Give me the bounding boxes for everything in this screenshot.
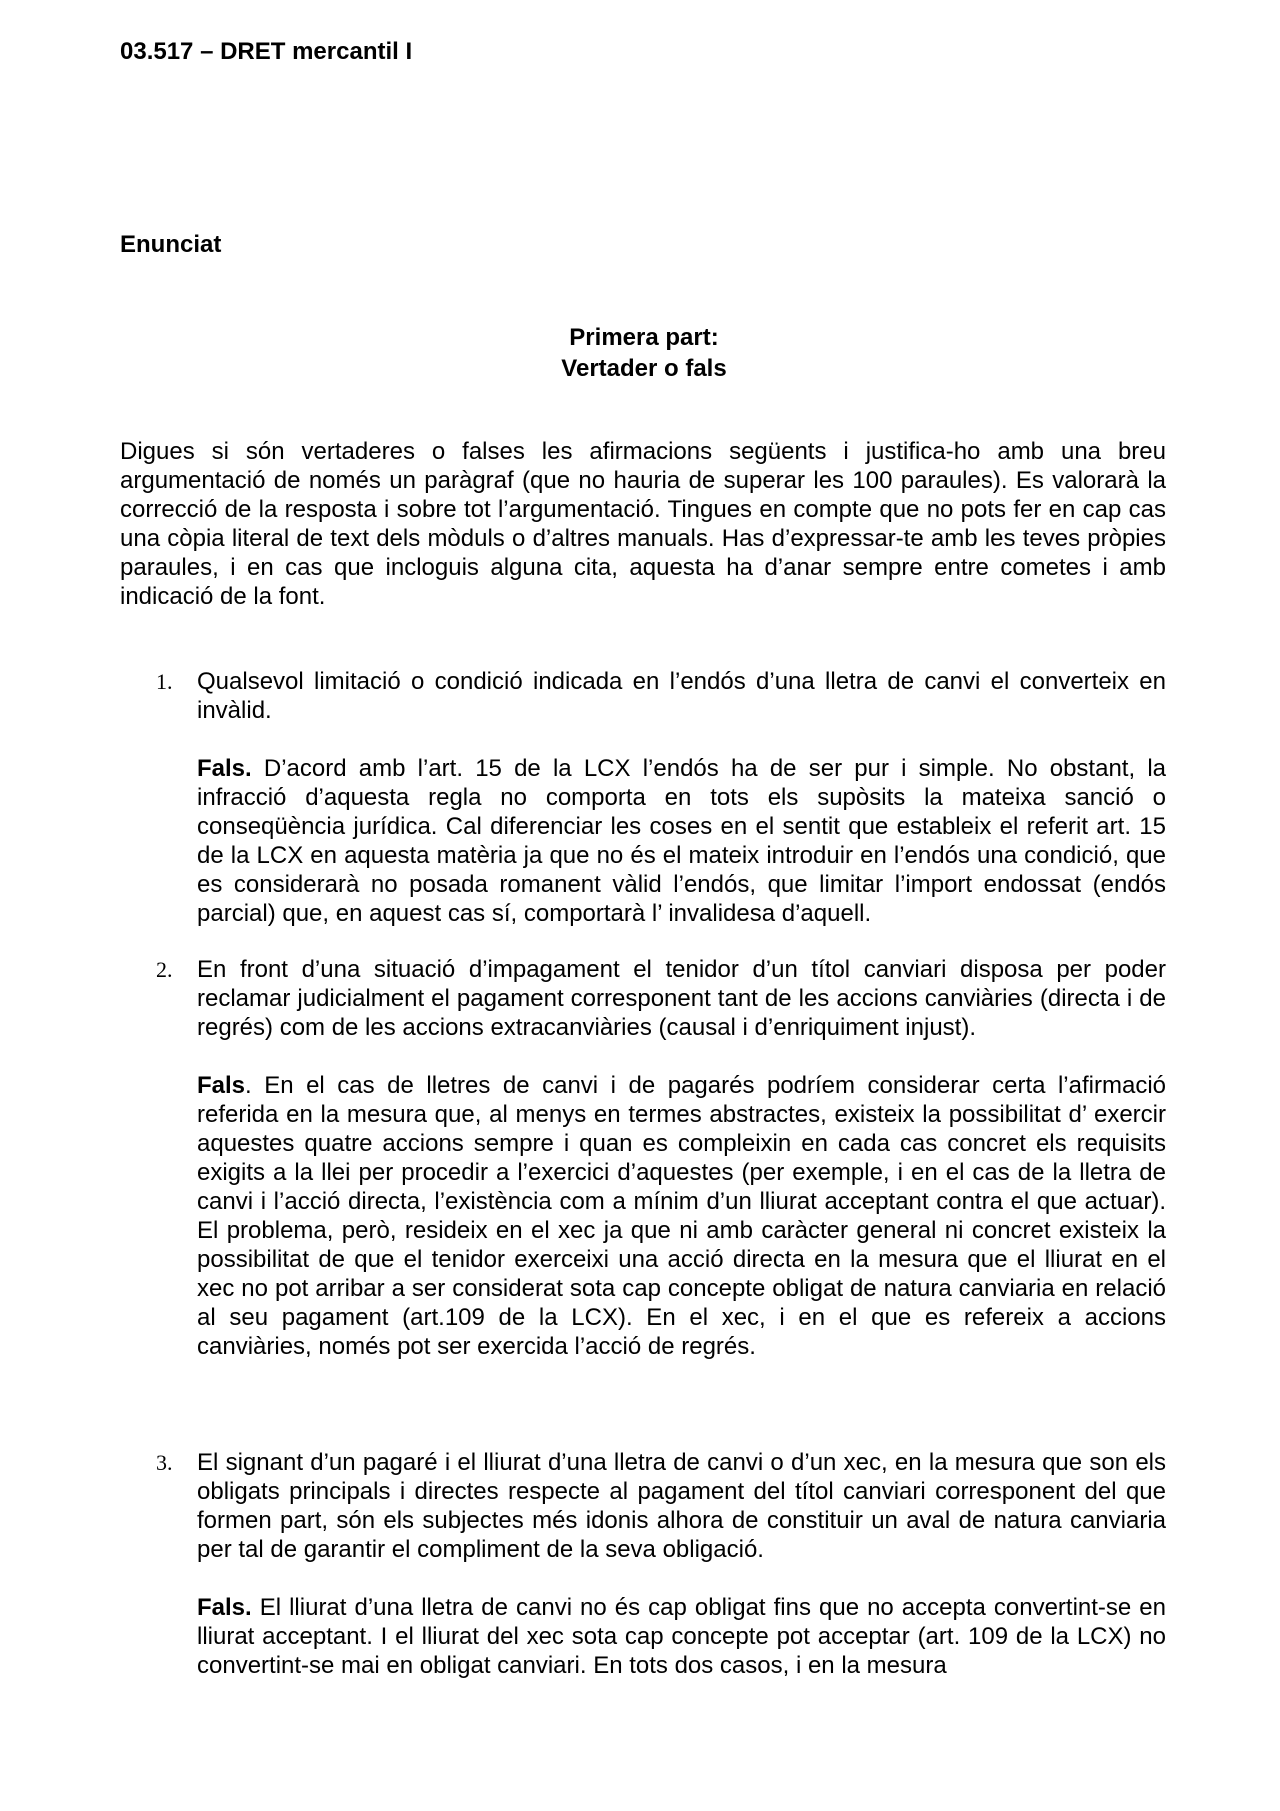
section-label: Enunciat [120,231,222,258]
item-verdict: Fals. [197,755,252,782]
item-answer-text: . En el cas de lletres de canvi i de pagarés podríem considerar certa l’afirmació referida en la mesura que, al menys en termes abstractes, existeix la possibilitat d’ exercir aquestes quatre accions sempre i quan es compleixin en cada cas concret els requisits exigits a la llei per procedir a l’exercici d’aquestes (per exemple, i en el cas de la lletra de canvi i l’acció directa, l’existència com a mínim d’un lliurat acceptant contra el que actuar). El problema, però, resideix en el xec ja que ni amb caràcter general ni concret existeix la possibilitat de que el tenidor exerceixi una acció directa en la mesura que el lliurat en el xec no pot arribar a ser considerat sota cap concepte obligat de natura canviaria en relació al seu pagament (art.109 de la LCX). En el xec, i en el que es refereix a accions canviàries, només pot ser exercida l’acció de regrés. [197,1072,1166,1360]
part-title: Primera part: [569,324,719,351]
list-item [120,955,1166,1361]
item-number: 3. [156,1450,173,1475]
item-answer [197,1071,1166,1361]
item-statement: En front d’una situació d’impagament el tenidor d’un títol canviari disposa per poder reclamar judicialment el pagament corresponent tant de les accions canviàries (directa i de regrés) com de les accions extracanviàries (causal i d’enriquiment injust). [197,956,1166,1041]
item-verdict: Fals [197,1072,246,1099]
item-answer-text: D’acord amb l’art. 15 de la LCX l’endós ha de ser pur i simple. No obstant, la infracció d’aquesta regla no comporta en tots els supòsits la mateixa sanció o conseqüència jurídica. Cal diferenciar les coses en el sentit que estableix el referit art. 15 de la LCX en aquesta matèria ja que no és el mateix introduir en l’endós una condició, que es considerarà no posada romanent vàlid l’endós, que limitar l’import endossat (endós parcial) que, en aquest cas sí, comportarà l’ invalidesa d’aquell. [197,755,1166,927]
course-title: 03.517 – DRET mercantil I [120,38,413,65]
part-subtitle: Vertader o fals [561,355,727,382]
item-verdict: Fals. [197,1594,252,1621]
item-answer-text: El lliurat d’una lletra de canvi no és cap obligat fins que no accepta convertint-se en lliurat acceptant. I el lliurat del xec sota cap concepte pot acceptar (art. 109 de la LCX) no convertint-se mai en obligat canviari. En tots dos casos, i en la mesura [197,1594,1166,1679]
list-item [120,1448,1166,1680]
item-answer [197,1593,1166,1680]
instructions-paragraph: Digues si són vertaderes o falses les afirmacions següents i justifica-ho amb una breu argumentació de només un paràgraf (que no hauria de superar les 100 paraules). Es valorarà la correcció de la resposta i sobre tot l’argumentació. Tingues en compte que no pots fer en cap cas una còpia literal de text dels mòduls o d’altres manuals. Has d’expressar-te amb les teves pròpies paraules, i en cas que incloguis alguna cita, aquesta ha d’anar sempre entre cometes i amb indicació de la font. [120,438,1166,610]
item-statement: Qualsevol limitació o condició indicada en l’endós d’una lletra de canvi el converteix en invàlid. [197,668,1166,724]
item-answer [197,754,1166,928]
item-statement: El signant d’un pagaré i el lliurat d’una lletra de canvi o d’un xec, en la mesura que son els obligats principals i directes respecte al pagament del títol canviari corresponent del que formen part, són els subjectes més idonis alhora de constituir un aval de natura canviaria per tal de garantir el compliment de la seva obligació. [197,1449,1166,1563]
item-number: 2. [156,957,173,982]
item-number: 1. [156,669,173,694]
list-item [120,667,1166,928]
